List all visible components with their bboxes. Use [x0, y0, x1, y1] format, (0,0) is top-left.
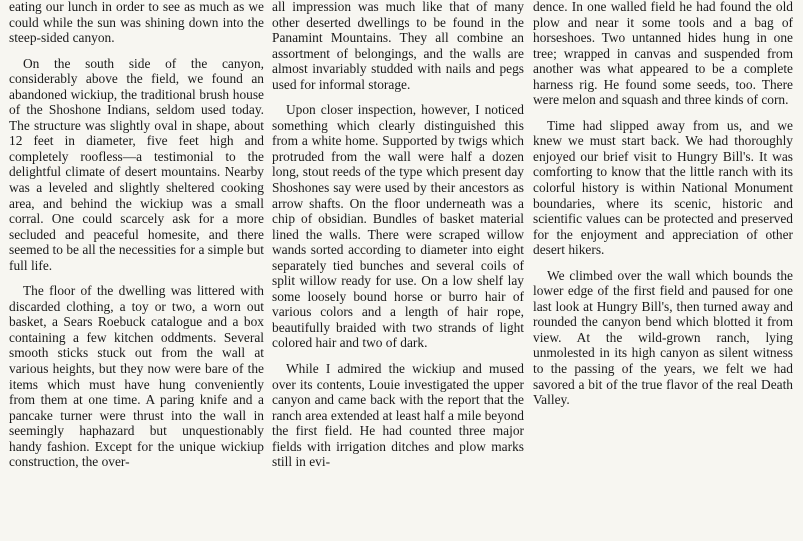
- column-2: [272, 0, 524, 480]
- paragraph: dence. In one walled field he had found the old plow and near it some tools and a bag of horseshoes. Two untanned hides hung in one tree; wrapped in canvas and suspended from another was what appeared to be a complete harness rig. He found some seeds, too. There were melon and squash and three kinds of corn.: [533, 0, 793, 108]
- paragraph: While I admired the wickiup and mused over its contents, Louie investigated the upper canyon and came back with the report that the ranch area extended at least half a mile beyond the first field. He had counted three major fields with irrigation ditches and plow marks still in evi-: [272, 361, 524, 470]
- column-1: [9, 0, 264, 480]
- paragraph: eating our lunch in order to see as much as we could while the sun was shining down into the steep-sided canyon.: [9, 0, 264, 46]
- paragraph: Time had slipped away from us, and we knew we must start back. We had thoroughly enjoyed our brief visit to Hungry Bill's. It was comforting to know that the little ranch with its colorful history is within National Monument boundaries, where its scenic, historic and scientific values can be protected and preserved for the enjoyment and appreciation of other desert hikers.: [533, 117, 793, 258]
- column-3: [533, 0, 793, 418]
- paragraph: The floor of the dwelling was littered with discarded clothing, a toy or two, a worn out basket, a Sears Roebuck catalogue and a box containing a few kitchen oddments. Several smooth sticks stuck out from the wall at various heights, but they now were bare of the items which must have hung conveniently from them at one time. A paring knife and a pancake turner were thrust into the wall in seemingly haphazard but unquestionably handy fashion. Except for the unique wickiup construction, the over-: [9, 283, 264, 470]
- paragraph: Upon closer inspection, however, I noticed something which clearly distinguished this from a white home. Supported by twigs which protruded from the wall were half a dozen long, stout reeds of the type which present day Shoshones say were used by their ancestors as arrow shafts. On the floor underneath was a chip of obsidian. Bundles of basket material lined the walls. There were scraped willow wands sorted according to diameter into eight separately tied bunches and several coils of split willow ready for use. On a low shelf lay some loosely bound horse or burro hair of various colors and a length of hair rope, beautifully braided with two strands of light colored hair and two of dark.: [272, 102, 524, 351]
- paragraph: We climbed over the wall which bounds the lower edge of the first field and paused for one last look at Hungry Bill's, then turned away and rounded the canyon bend which blotted it from view. At the wild-grown ranch, lying unmolested in its high canyon as silent witness to the passing of the years, we felt we had savored a bit of the true flavor of the real Death Valley.: [533, 267, 793, 408]
- paragraph: On the south side of the canyon, considerably above the field, we found an abandoned wickiup, the traditional brush house of the Shoshone Indians, seldom used today. The structure was slightly oval in shape, about 12 feet in diameter, five feet high and completely roofless—a testimonial to the delightful climate of desert mountains. Nearby was a leveled and slightly sheltered cooking area, and behind the wickiup was a small corral. One could scarcely ask for a more secluded and peaceful homesite, and there seemed to be all the necessities for a simple but full life.: [9, 55, 264, 273]
- paragraph: all impression was much like that of many other deserted dwellings to be found in the Panamint Mountains. They all combine an assortment of belongings, and the walls are almost invariably studded with nails and pegs used for informal storage.: [272, 0, 524, 92]
